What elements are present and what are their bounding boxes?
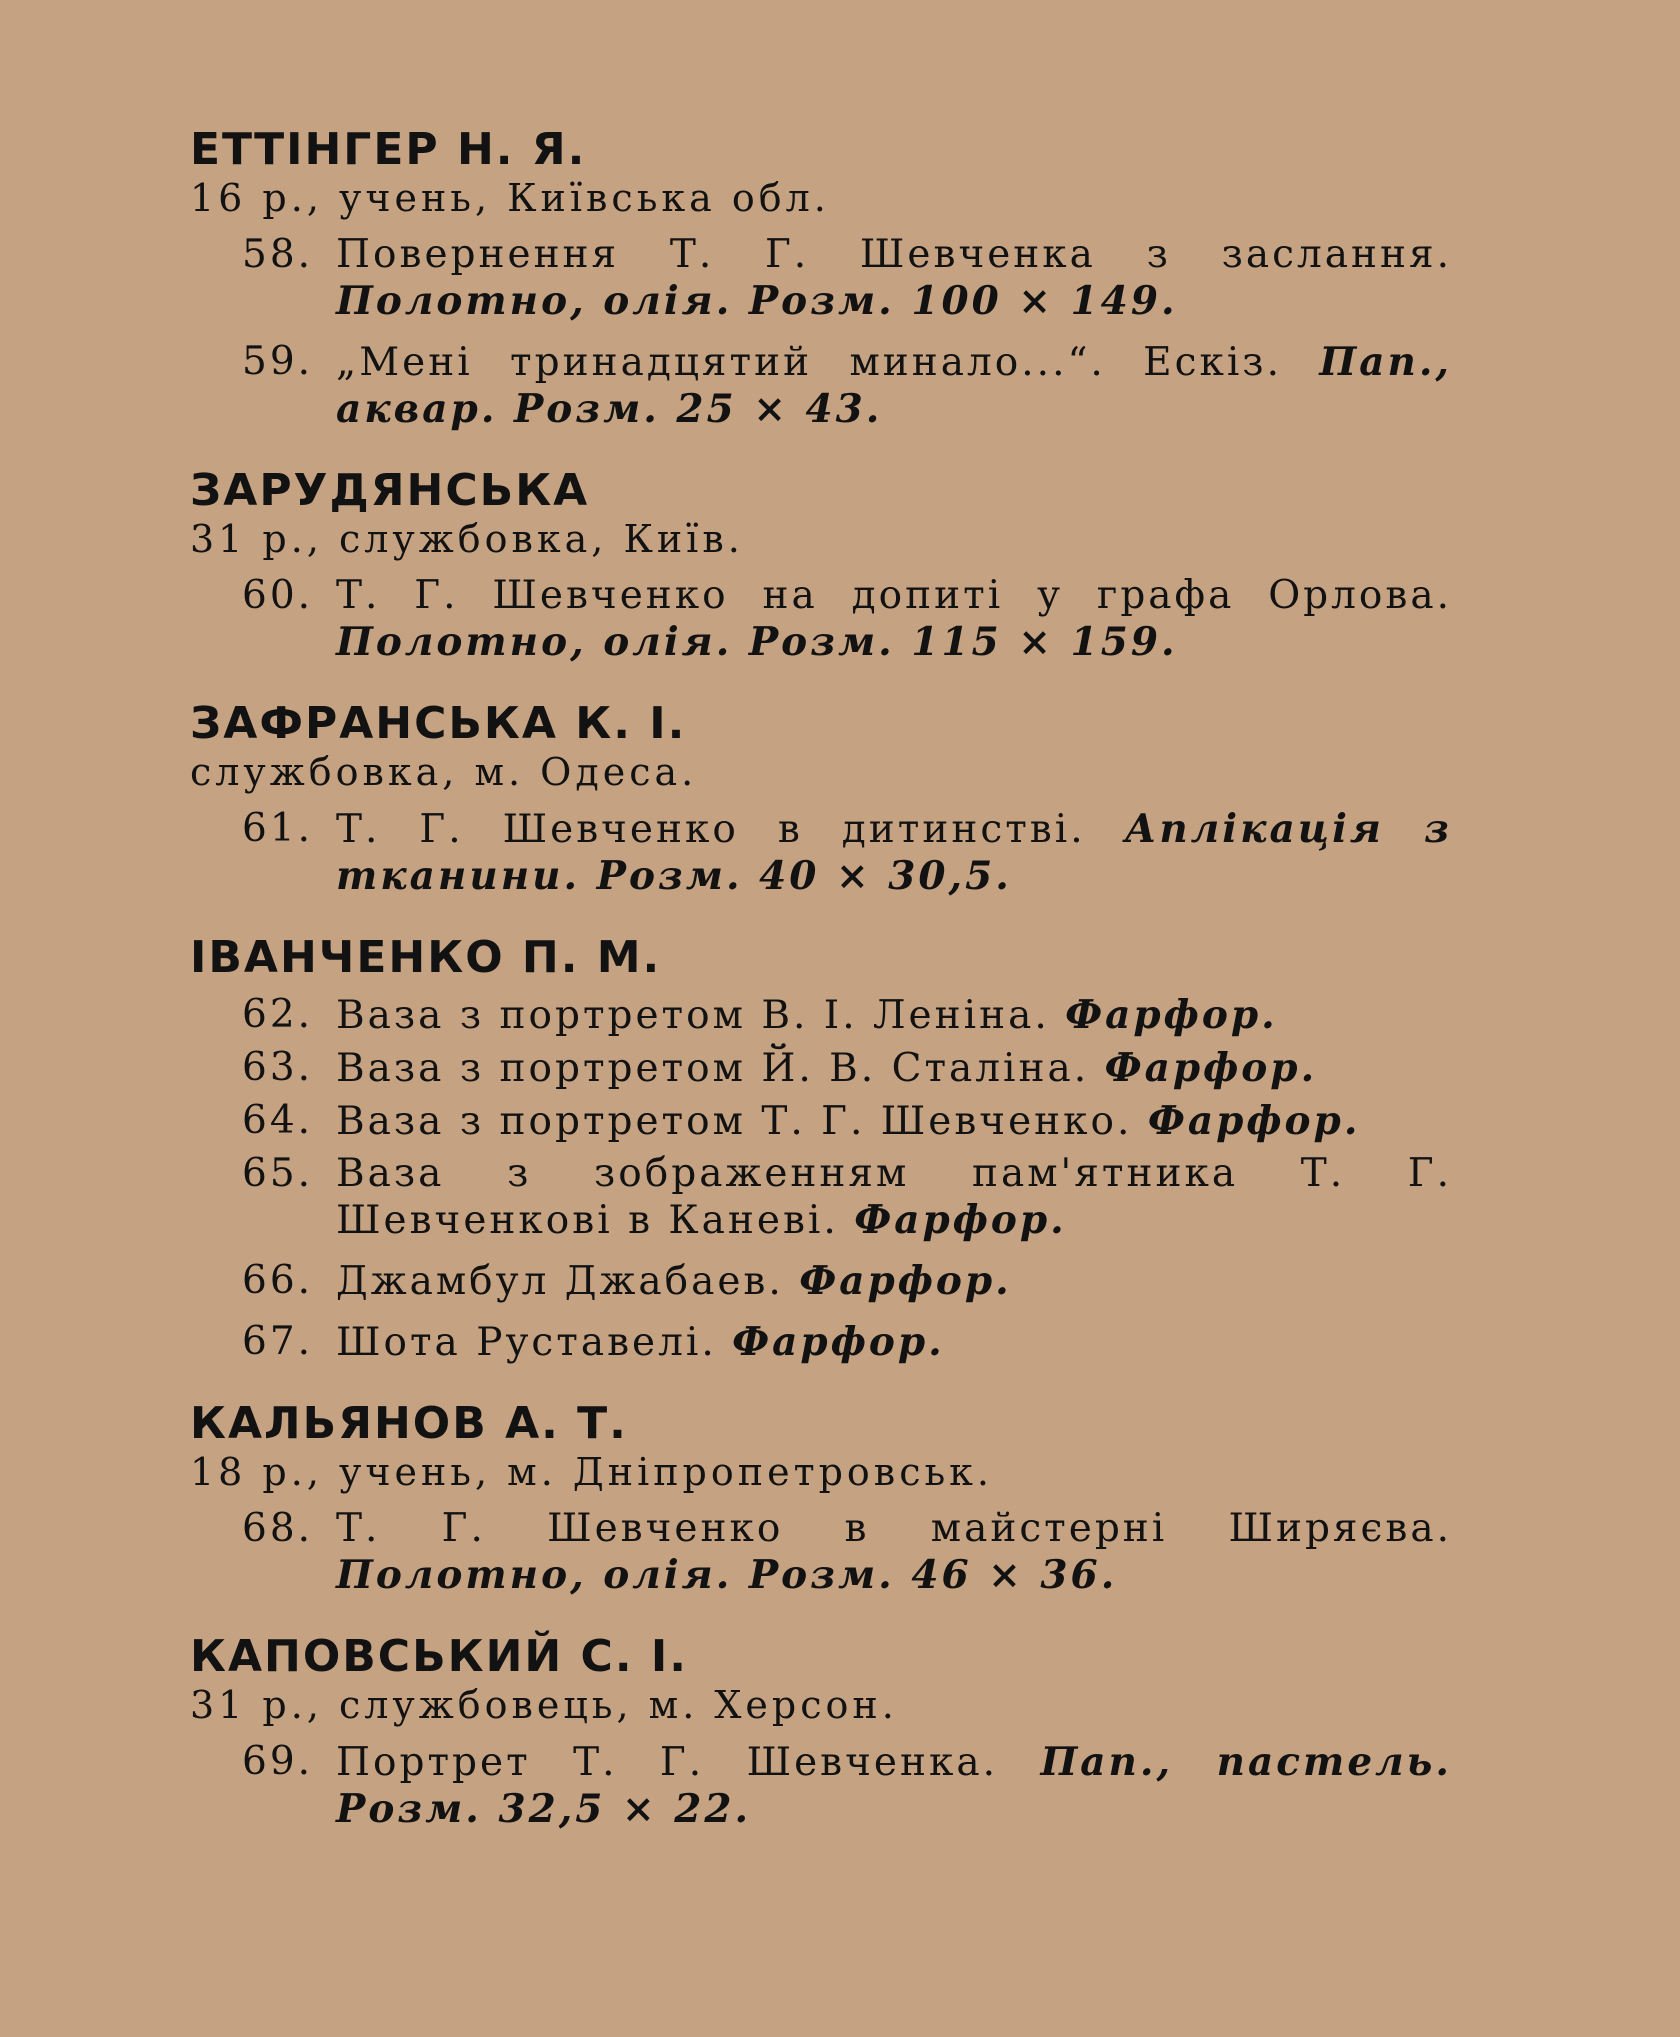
entry-list	[190, 806, 1452, 900]
catalog-entry	[190, 1151, 1452, 1244]
entry-technique: Пап., пастель. Розм. 32,5 × 22.	[336, 1739, 1452, 1832]
entry-title: Ваза з портретом В. І. Леніна.	[336, 993, 1050, 1038]
catalog-page	[190, 126, 1452, 1833]
entry-title: Т. Г. Шевченко на допиті у графа Орлова.	[336, 573, 1452, 618]
author-section	[190, 467, 1452, 666]
entry-technique: Фарфор.	[1104, 1045, 1318, 1091]
author-section	[190, 934, 1452, 1366]
entry-number: 60.	[242, 573, 314, 618]
entry-number: 66.	[242, 1258, 314, 1303]
author-section	[190, 1633, 1452, 1833]
entry-title: Ваза з портретом Й. В. Сталіна.	[336, 1046, 1090, 1091]
author-name: ЗАРУДЯНСЬКА	[190, 465, 590, 516]
entry-title: Т. Г. Шевченко в майстерні Ширяєва.	[336, 1506, 1452, 1551]
author-name: ІВАНЧЕНКО П. М.	[190, 932, 662, 983]
entry-number: 62.	[242, 992, 314, 1037]
entry-number: 58.	[242, 232, 314, 277]
author-name: КАПОВСЬКИЙ С. І.	[190, 1631, 688, 1682]
entry-list	[190, 232, 1452, 433]
entry-technique: Пап., аквар. Розм. 25 × 43.	[336, 339, 1452, 432]
entry-title: Джамбул Джабаев.	[336, 1259, 784, 1304]
entry-title: „Мені тринадцятий минало...“. Ескіз.	[336, 340, 1282, 385]
entry-number: 69.	[242, 1739, 314, 1784]
entry-list	[190, 992, 1452, 1366]
entry-number: 63.	[242, 1045, 314, 1090]
entry-title: Ваза з портретом Т. Г. Шевченко.	[336, 1099, 1133, 1144]
entry-number: 65.	[242, 1151, 314, 1196]
author-name: КАЛЬЯНОВ А. Т.	[190, 1398, 628, 1449]
entry-technique: Фарфор.	[854, 1197, 1067, 1243]
entry-number: 61.	[242, 806, 314, 851]
catalog-entry	[190, 1739, 1452, 1833]
entry-technique: Аплікація з тканини. Розм. 40 × 30,5.	[336, 806, 1452, 899]
author-info: 18 р., учень, м. Дніпропетровськ.	[190, 1450, 993, 1494]
entry-title: Портрет Т. Г. Шевченка.	[336, 1740, 998, 1785]
entry-number: 64.	[242, 1098, 314, 1143]
entry-number: 59.	[242, 339, 314, 384]
entry-technique: Полотно, олія. Розм. 100 × 149.	[336, 278, 1178, 324]
entry-title: Т. Г. Шевченко в дитинстві.	[336, 807, 1086, 852]
entry-technique: Фарфор.	[1065, 992, 1278, 1038]
author-section	[190, 126, 1452, 433]
entry-list	[190, 1506, 1452, 1599]
author-info: 31 р., службовка, Київ.	[190, 517, 744, 561]
entry-title: Шота Руставелі.	[336, 1320, 717, 1365]
entry-technique: Полотно, олія. Розм. 115 × 159.	[336, 619, 1178, 665]
catalog-entry	[190, 1506, 1452, 1599]
entry-technique: Фарфор.	[1147, 1098, 1361, 1144]
author-name: ЕТТІНГЕР Н. Я.	[190, 124, 587, 175]
catalog-entry	[190, 1098, 1452, 1145]
catalog-entry	[190, 573, 1452, 666]
catalog-entry	[190, 992, 1452, 1039]
author-section	[190, 700, 1452, 900]
author-info: 16 р., учень, Київська обл.	[190, 176, 830, 220]
author-name: ЗАФРАНСЬКА К. І.	[190, 698, 687, 749]
catalog-entry	[190, 1045, 1452, 1092]
catalog-entry	[190, 232, 1452, 325]
entry-technique: Фарфор.	[732, 1319, 945, 1365]
catalog-entry	[190, 339, 1452, 433]
entry-number: 68.	[242, 1506, 314, 1551]
entry-number: 67.	[242, 1319, 314, 1364]
entry-technique: Фарфор.	[799, 1258, 1012, 1304]
author-info: службовка, м. Одеса.	[190, 750, 698, 794]
entry-title: Ваза з зображенням пам'ятника Т. Г. Шевченкові в Каневі.	[336, 1151, 1452, 1243]
author-info: 31 р., службовець, м. Херсон.	[190, 1683, 898, 1727]
catalog-entry	[190, 806, 1452, 900]
catalog-entry	[190, 1258, 1452, 1305]
catalog-entry	[190, 1319, 1452, 1366]
entry-list	[190, 1739, 1452, 1833]
entry-technique: Полотно, олія. Розм. 46 × 36.	[336, 1552, 1118, 1598]
entry-title: Повернення Т. Г. Шевченка з заслання.	[336, 232, 1452, 277]
author-section	[190, 1400, 1452, 1599]
entry-list	[190, 573, 1452, 666]
